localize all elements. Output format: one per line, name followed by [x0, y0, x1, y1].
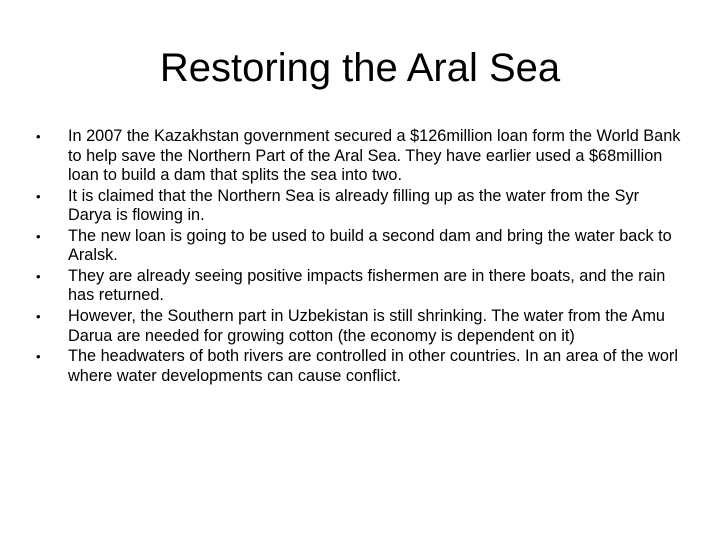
bullet-list — [36, 127, 686, 387]
bullet-icon: • — [36, 268, 41, 284]
bullet-icon: • — [36, 129, 41, 144]
bullet-item — [36, 307, 686, 346]
bullet-item — [36, 127, 686, 186]
bullet-icon: • — [36, 348, 41, 364]
bullet-text: They are already seeing positive impacts fishermen are in there boats, and the rain has returned. — [68, 266, 666, 305]
bullet-item — [36, 267, 686, 306]
slide-title: Restoring the Aral Sea — [159, 46, 561, 90]
bullet-text: However, the Southern part in Uzbekistan is still shrinking. The water from the Amu Darua are needed for growing cotton (the economy is dependent on it) — [68, 306, 665, 345]
bullet-item — [36, 187, 686, 226]
bullet-text: The headwaters of both rivers are controlled in other countries. In an area of the worl where water developments can cause conflict. — [68, 346, 678, 385]
bullet-icon: • — [36, 188, 41, 204]
bullet-icon: • — [36, 228, 41, 244]
bullet-item — [36, 347, 686, 386]
bullet-text: In 2007 the Kazakhstan government secured a $126million loan form the World Bank to help save the Northern Part of the Aral Sea. They have earlier used a $68million loan to build a dam that splits the sea into two. — [68, 127, 681, 185]
bullet-icon: • — [36, 308, 41, 324]
bullet-text: The new loan is going to be used to build a second dam and bring the water back to Aralsk. — [68, 226, 672, 265]
bullet-text: It is claimed that the Northern Sea is already filling up as the water from the Syr Darya is flowing in. — [68, 186, 640, 225]
bullet-item — [36, 227, 686, 266]
